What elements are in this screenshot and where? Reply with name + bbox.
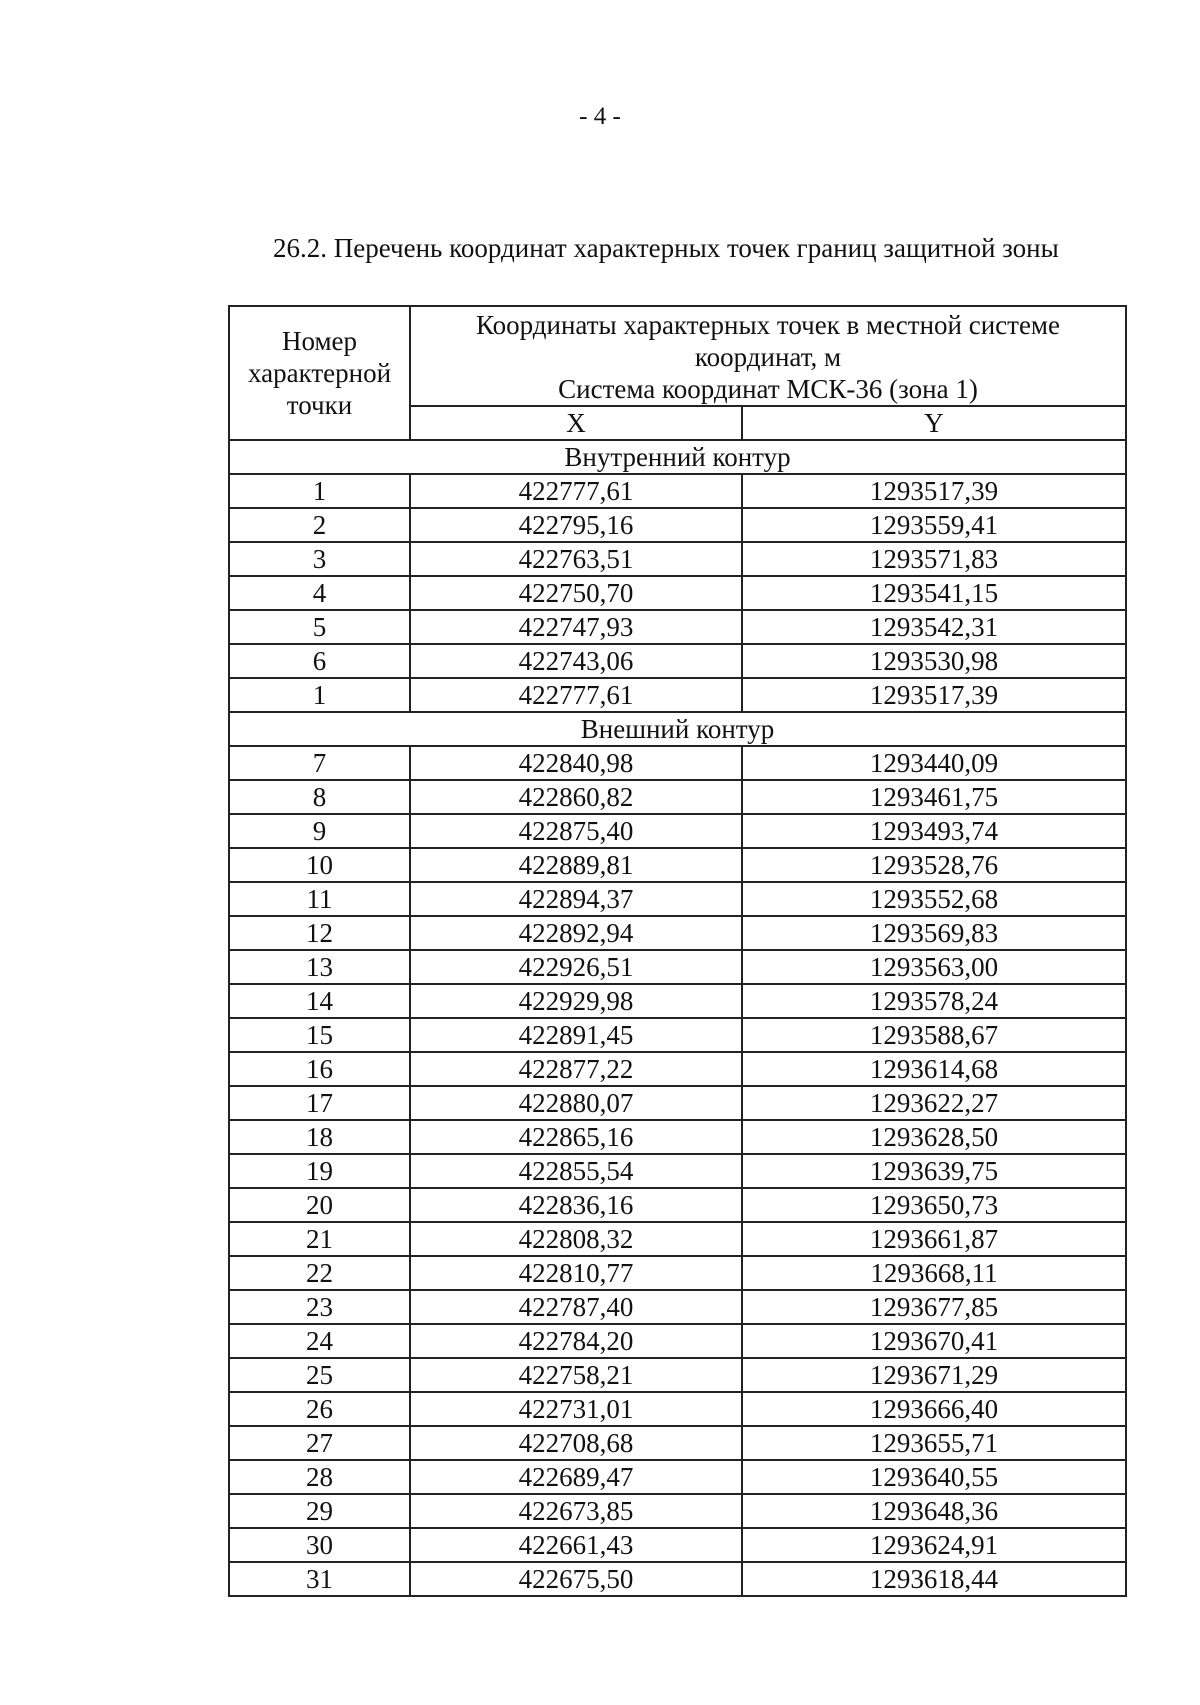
- point-number-cell: 16: [229, 1052, 410, 1086]
- x-coordinate-cell: 422808,32: [410, 1222, 742, 1256]
- section-title: Внешний контур: [229, 712, 1126, 746]
- y-coordinate-cell: 1293493,74: [742, 814, 1126, 848]
- table-row: [229, 984, 1126, 1018]
- point-number-cell: 24: [229, 1324, 410, 1358]
- point-number-cell: 1: [229, 474, 410, 508]
- section-row: [229, 712, 1126, 746]
- y-coordinate-cell: 1293569,83: [742, 916, 1126, 950]
- y-coordinate-cell: 1293571,83: [742, 542, 1126, 576]
- x-coordinate-cell: 422777,61: [410, 678, 742, 712]
- header-x: X: [410, 406, 742, 440]
- point-number-cell: 12: [229, 916, 410, 950]
- point-number-cell: 27: [229, 1426, 410, 1460]
- y-coordinate-cell: 1293563,00: [742, 950, 1126, 984]
- table-row: [229, 1052, 1126, 1086]
- x-coordinate-cell: 422875,40: [410, 814, 742, 848]
- x-coordinate-cell: 422763,51: [410, 542, 742, 576]
- x-coordinate-cell: 422926,51: [410, 950, 742, 984]
- table-row: [229, 916, 1126, 950]
- header-coord-line: Координаты характерных точек в местной системе: [475, 310, 1061, 340]
- table-row: [229, 576, 1126, 610]
- x-coordinate-cell: 422836,16: [410, 1188, 742, 1222]
- y-coordinate-cell: 1293640,55: [742, 1460, 1126, 1494]
- point-number-cell: 23: [229, 1290, 410, 1324]
- x-coordinate-cell: 422929,98: [410, 984, 742, 1018]
- y-coordinate-cell: 1293655,71: [742, 1426, 1126, 1460]
- header-point-number: [229, 306, 410, 440]
- x-coordinate-cell: 422891,45: [410, 1018, 742, 1052]
- y-coordinate-cell: 1293614,68: [742, 1052, 1126, 1086]
- x-coordinate-cell: 422777,61: [410, 474, 742, 508]
- table-row: [229, 1460, 1126, 1494]
- x-coordinate-cell: 422673,85: [410, 1494, 742, 1528]
- point-number-cell: 5: [229, 610, 410, 644]
- page-number: - 4 -: [579, 103, 621, 130]
- point-number-cell: 11: [229, 882, 410, 916]
- x-coordinate-cell: 422795,16: [410, 508, 742, 542]
- x-coordinate-cell: 422877,22: [410, 1052, 742, 1086]
- x-coordinate-cell: 422743,06: [410, 644, 742, 678]
- header-number-line: Номер: [281, 326, 358, 356]
- table-row: [229, 1494, 1126, 1528]
- point-number-cell: 29: [229, 1494, 410, 1528]
- section-title: Внутренний контур: [229, 440, 1126, 474]
- point-number-cell: 2: [229, 508, 410, 542]
- header-number-line: характерной: [247, 358, 392, 388]
- point-number-cell: 18: [229, 1120, 410, 1154]
- table-row: [229, 1188, 1126, 1222]
- table-row: [229, 746, 1126, 780]
- point-number-cell: 30: [229, 1528, 410, 1562]
- y-coordinate-cell: 1293588,67: [742, 1018, 1126, 1052]
- header-coord-line: координат, м: [694, 342, 842, 372]
- x-coordinate-cell: 422689,47: [410, 1460, 742, 1494]
- y-coordinate-cell: 1293578,24: [742, 984, 1126, 1018]
- y-coordinate-cell: 1293530,98: [742, 644, 1126, 678]
- y-coordinate-cell: 1293677,85: [742, 1290, 1126, 1324]
- x-coordinate-cell: 422661,43: [410, 1528, 742, 1562]
- table-row: [229, 848, 1126, 882]
- table-row: [229, 1324, 1126, 1358]
- table-row: [229, 1086, 1126, 1120]
- y-coordinate-cell: 1293628,50: [742, 1120, 1126, 1154]
- x-coordinate-cell: 422750,70: [410, 576, 742, 610]
- section-row: [229, 440, 1126, 474]
- point-number-cell: 14: [229, 984, 410, 1018]
- x-coordinate-cell: 422675,50: [410, 1562, 742, 1596]
- y-coordinate-cell: 1293542,31: [742, 610, 1126, 644]
- table-row: [229, 644, 1126, 678]
- table-row: [229, 1392, 1126, 1426]
- header-coordinates: [410, 306, 1126, 406]
- header-row: [229, 306, 1126, 406]
- point-number-cell: 28: [229, 1460, 410, 1494]
- x-coordinate-cell: 422855,54: [410, 1154, 742, 1188]
- y-coordinate-cell: 1293648,36: [742, 1494, 1126, 1528]
- x-coordinate-cell: 422889,81: [410, 848, 742, 882]
- y-coordinate-cell: 1293666,40: [742, 1392, 1126, 1426]
- x-coordinate-cell: 422810,77: [410, 1256, 742, 1290]
- header-y: Y: [742, 406, 1126, 440]
- table-row: [229, 882, 1126, 916]
- table-row: [229, 1120, 1126, 1154]
- point-number-cell: 7: [229, 746, 410, 780]
- header-coord-line: Система координат МСК-36 (зона 1): [558, 374, 978, 404]
- point-number-cell: 3: [229, 542, 410, 576]
- x-coordinate-cell: 422892,94: [410, 916, 742, 950]
- y-coordinate-cell: 1293541,15: [742, 576, 1126, 610]
- table-row: [229, 1154, 1126, 1188]
- table-row: [229, 1528, 1126, 1562]
- y-coordinate-cell: 1293661,87: [742, 1222, 1126, 1256]
- point-number-cell: 15: [229, 1018, 410, 1052]
- y-coordinate-cell: 1293618,44: [742, 1562, 1126, 1596]
- point-number-cell: 13: [229, 950, 410, 984]
- point-number-cell: 31: [229, 1562, 410, 1596]
- coordinates-table: [228, 305, 1127, 1597]
- point-number-cell: 1: [229, 678, 410, 712]
- point-number-cell: 4: [229, 576, 410, 610]
- table-row: [229, 610, 1126, 644]
- table-row: [229, 542, 1126, 576]
- point-number-cell: 25: [229, 1358, 410, 1392]
- x-coordinate-cell: 422784,20: [410, 1324, 742, 1358]
- table-row: [229, 1018, 1126, 1052]
- point-number-cell: 10: [229, 848, 410, 882]
- point-number-cell: 6: [229, 644, 410, 678]
- y-coordinate-cell: 1293650,73: [742, 1188, 1126, 1222]
- point-number-cell: 21: [229, 1222, 410, 1256]
- y-coordinate-cell: 1293517,39: [742, 678, 1126, 712]
- table-row: [229, 1358, 1126, 1392]
- x-coordinate-cell: 422747,93: [410, 610, 742, 644]
- table-row: [229, 474, 1126, 508]
- table-row: [229, 1256, 1126, 1290]
- y-coordinate-cell: 1293559,41: [742, 508, 1126, 542]
- x-coordinate-cell: 422865,16: [410, 1120, 742, 1154]
- x-coordinate-cell: 422787,40: [410, 1290, 742, 1324]
- table-row: [229, 678, 1126, 712]
- x-coordinate-cell: 422840,98: [410, 746, 742, 780]
- table-row: [229, 1562, 1126, 1596]
- point-number-cell: 22: [229, 1256, 410, 1290]
- point-number-cell: 9: [229, 814, 410, 848]
- table-row: [229, 780, 1126, 814]
- y-coordinate-cell: 1293528,76: [742, 848, 1126, 882]
- table-row: [229, 814, 1126, 848]
- y-coordinate-cell: 1293517,39: [742, 474, 1126, 508]
- table-row: [229, 1426, 1126, 1460]
- point-number-cell: 19: [229, 1154, 410, 1188]
- y-coordinate-cell: 1293639,75: [742, 1154, 1126, 1188]
- y-coordinate-cell: 1293624,91: [742, 1528, 1126, 1562]
- point-number-cell: 17: [229, 1086, 410, 1120]
- x-coordinate-cell: 422880,07: [410, 1086, 742, 1120]
- point-number-cell: 26: [229, 1392, 410, 1426]
- x-coordinate-cell: 422758,21: [410, 1358, 742, 1392]
- x-coordinate-cell: 422731,01: [410, 1392, 742, 1426]
- header-number-line: точки: [286, 390, 353, 420]
- x-coordinate-cell: 422894,37: [410, 882, 742, 916]
- y-coordinate-cell: 1293622,27: [742, 1086, 1126, 1120]
- table-row: [229, 1222, 1126, 1256]
- y-coordinate-cell: 1293440,09: [742, 746, 1126, 780]
- y-coordinate-cell: 1293552,68: [742, 882, 1126, 916]
- y-coordinate-cell: 1293668,11: [742, 1256, 1126, 1290]
- y-coordinate-cell: 1293670,41: [742, 1324, 1126, 1358]
- y-coordinate-cell: 1293461,75: [742, 780, 1126, 814]
- x-coordinate-cell: 422860,82: [410, 780, 742, 814]
- point-number-cell: 20: [229, 1188, 410, 1222]
- table-row: [229, 1290, 1126, 1324]
- table-row: [229, 950, 1126, 984]
- table-row: [229, 508, 1126, 542]
- table-heading: 26.2. Перечень координат характерных точек границ защитной зоны: [273, 233, 1059, 263]
- point-number-cell: 8: [229, 780, 410, 814]
- x-coordinate-cell: 422708,68: [410, 1426, 742, 1460]
- y-coordinate-cell: 1293671,29: [742, 1358, 1126, 1392]
